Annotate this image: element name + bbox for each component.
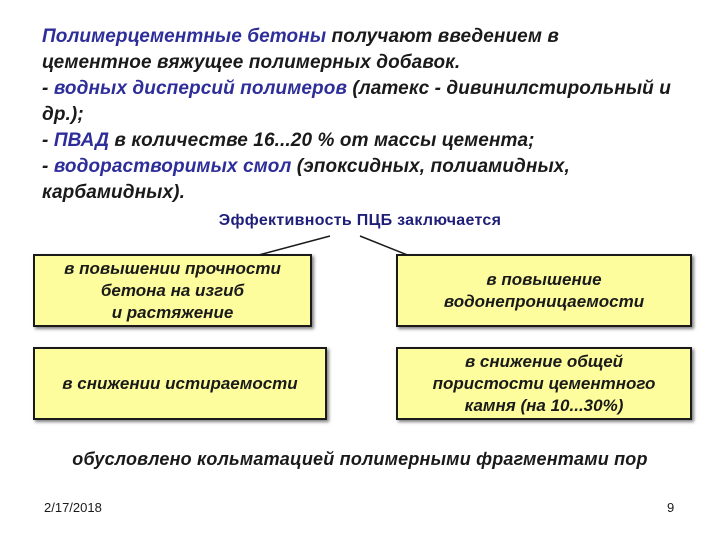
conclusion-text: обусловлено кольматацией полимерными фрагментами пор [72, 449, 648, 469]
effect-box-waterproofness [396, 254, 692, 327]
intro-item-1-rest: (латекс - дивинилстирольный и др.); [42, 78, 671, 125]
effect-box-abrasion-text [62, 373, 297, 395]
box-line: в снижение общей [464, 351, 624, 371]
box-line: водонепроницаемости [443, 291, 645, 311]
term-polymer-cement-concrete: Полимерцементные бетоны [42, 26, 327, 47]
box-line: и растяжение [111, 302, 234, 322]
box-line: камня (на 10...30%) [464, 395, 624, 415]
box-line: в повышении прочности [64, 258, 281, 278]
effect-box-strength-text [64, 258, 281, 324]
box-line: пористости цементного [432, 373, 656, 393]
term-aqueous-dispersions: водных дисперсий полимеров [53, 78, 348, 99]
effect-box-porosity-text [433, 351, 656, 417]
page-number: 9 [667, 500, 675, 515]
effect-box-abrasion [33, 347, 327, 420]
bullet-dash: - [42, 78, 54, 99]
footer-date: 2/17/2018 [44, 500, 102, 515]
intro-line-2: цементное вяжущее полимерных добавок. [42, 52, 461, 73]
diagram-heading: Эффективность ПЦБ заключается [218, 212, 502, 229]
connector-right [360, 236, 410, 256]
intro-item-3-rest: (эпоксидных, полиамидных, карбамидных). [42, 156, 570, 203]
connector-left [255, 236, 330, 256]
box-line: бетона на изгиб [100, 280, 245, 300]
box-line: в снижении истираемости [62, 373, 298, 393]
intro-item-2-rest: в количестве 16...20 % от массы цемента; [109, 130, 535, 151]
effect-box-porosity [396, 347, 692, 420]
bullet-dash: - [42, 156, 54, 177]
term-water-soluble-resins: водорастворимых смол [53, 156, 292, 177]
bullet-dash: - [42, 130, 54, 151]
effect-box-strength [33, 254, 312, 327]
box-line: в повышение [486, 269, 602, 289]
effect-box-waterproofness-text [444, 269, 644, 313]
term-pvad: ПВАД [53, 130, 110, 151]
intro-line-1-rest: получают введением в [326, 26, 559, 47]
